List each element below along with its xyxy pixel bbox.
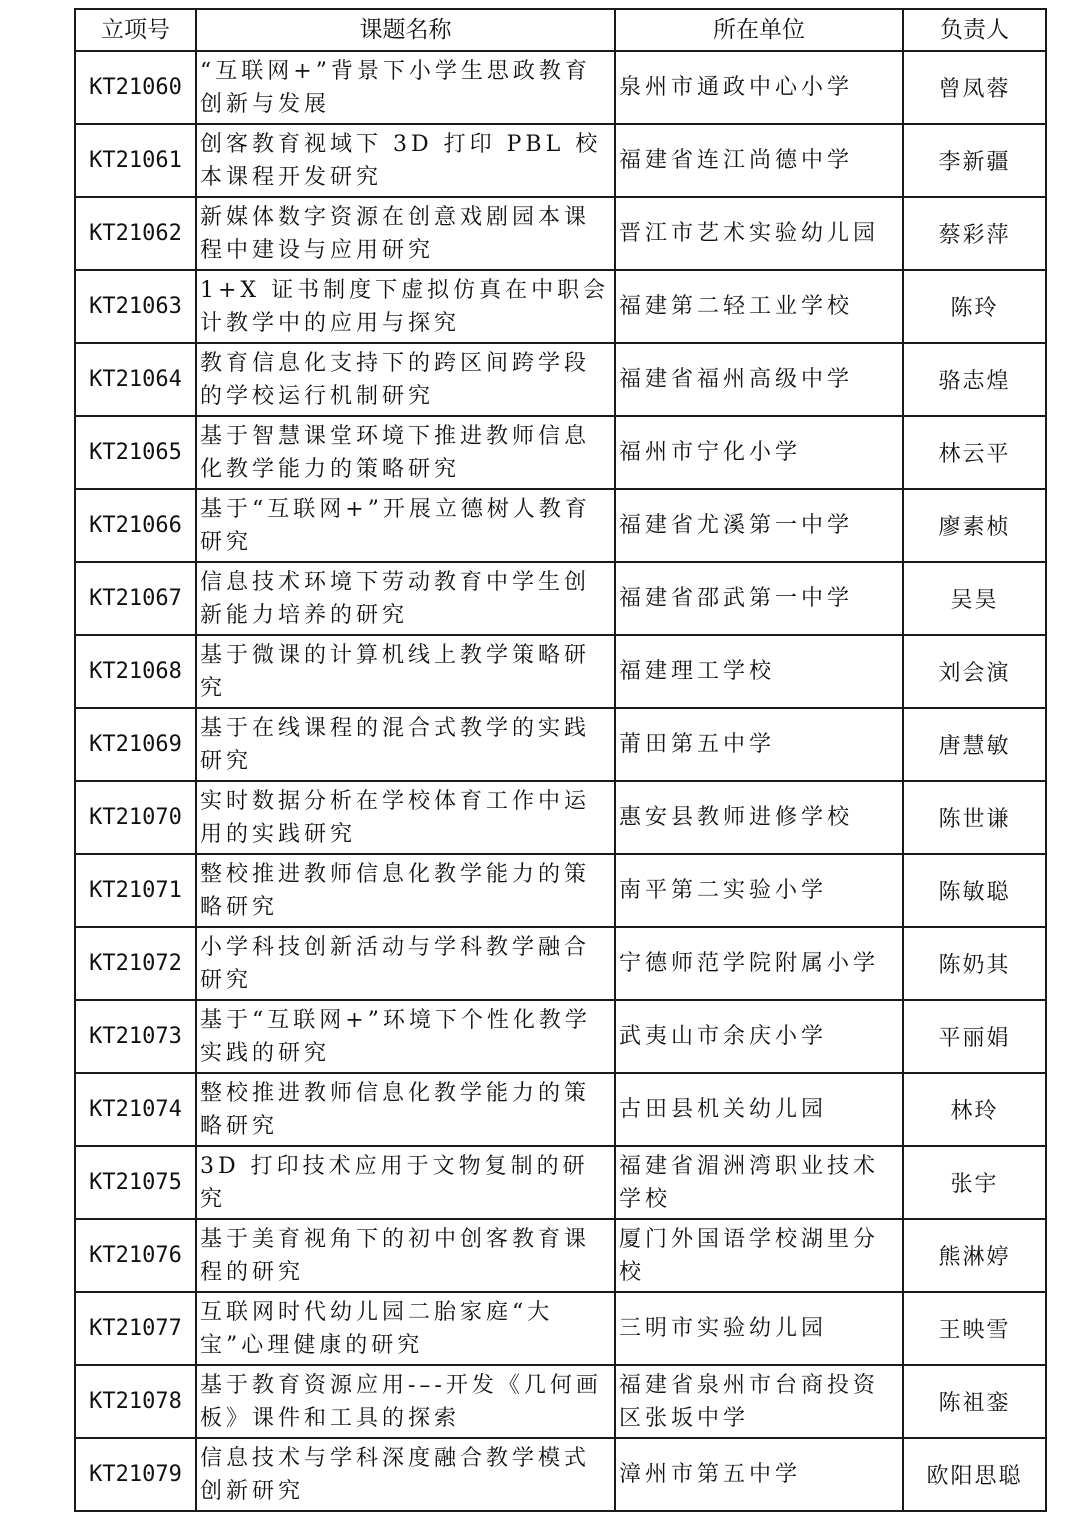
project-title-cell: 基于在线课程的混合式教学的实践研究	[196, 708, 615, 781]
project-id-cell: KT21063	[75, 270, 196, 343]
table-row	[75, 1146, 1046, 1219]
lead-cell: 唐慧敏	[903, 708, 1046, 781]
unit-cell: 福建省连江尚德中学	[615, 124, 903, 197]
lead-cell: 陈世谦	[903, 781, 1046, 854]
table-row	[75, 635, 1046, 708]
unit-cell: 福建理工学校	[615, 635, 903, 708]
project-title-cell: 1+X 证书制度下虚拟仿真在中职会计教学中的应用与探究	[196, 270, 615, 343]
header-project-id: 立项号	[75, 9, 196, 51]
unit-cell: 漳州市第五中学	[615, 1438, 903, 1511]
unit-cell: 南平第二实验小学	[615, 854, 903, 927]
project-id-cell: KT21065	[75, 416, 196, 489]
unit-cell: 三明市实验幼儿园	[615, 1292, 903, 1365]
project-id-cell: KT21074	[75, 1073, 196, 1146]
lead-cell: 欧阳思聪	[903, 1438, 1046, 1511]
project-id-cell: KT21061	[75, 124, 196, 197]
table-row	[75, 124, 1046, 197]
project-id-cell: KT21060	[75, 51, 196, 124]
header-lead: 负责人	[903, 9, 1046, 51]
lead-cell: 李新疆	[903, 124, 1046, 197]
table-row	[75, 708, 1046, 781]
project-id-cell: KT21062	[75, 197, 196, 270]
unit-cell: 晋江市艺术实验幼儿园	[615, 197, 903, 270]
project-title-cell: 教育信息化支持下的跨区间跨学段的学校运行机制研究	[196, 343, 615, 416]
unit-cell: 古田县机关幼儿园	[615, 1073, 903, 1146]
unit-cell: 武夷山市余庆小学	[615, 1000, 903, 1073]
table-row	[75, 1000, 1046, 1073]
table-row	[75, 1365, 1046, 1438]
header-row	[75, 9, 1046, 51]
lead-cell: 廖素桢	[903, 489, 1046, 562]
lead-cell: 刘会演	[903, 635, 1046, 708]
table-body	[75, 51, 1046, 1511]
projects-table	[74, 8, 1047, 1512]
project-id-cell: KT21071	[75, 854, 196, 927]
project-id-cell: KT21067	[75, 562, 196, 635]
project-title-cell: 基于教育资源应用-–-开发《几何画板》课件和工具的探索	[196, 1365, 615, 1438]
table-row	[75, 51, 1046, 124]
project-title-cell: 基于“互联网+”环境下个性化教学实践的研究	[196, 1000, 615, 1073]
project-id-cell: KT21079	[75, 1438, 196, 1511]
lead-cell: 陈玲	[903, 270, 1046, 343]
project-title-cell: 创客教育视域下 3D 打印 PBL 校本课程开发研究	[196, 124, 615, 197]
lead-cell: 曾凤蓉	[903, 51, 1046, 124]
unit-cell: 福建省福州高级中学	[615, 343, 903, 416]
unit-cell: 福建省泉州市台商投资区张坂中学	[615, 1365, 903, 1438]
project-title-cell: 互联网时代幼儿园二胎家庭“大宝”心理健康的研究	[196, 1292, 615, 1365]
lead-cell: 林玲	[903, 1073, 1046, 1146]
project-title-cell: 信息技术与学科深度融合教学模式创新研究	[196, 1438, 615, 1511]
table-row	[75, 343, 1046, 416]
project-title-cell: 小学科技创新活动与学科教学融合研究	[196, 927, 615, 1000]
project-id-cell: KT21072	[75, 927, 196, 1000]
project-title-cell: “互联网+”背景下小学生思政教育创新与发展	[196, 51, 615, 124]
lead-cell: 陈敏聪	[903, 854, 1046, 927]
project-title-cell: 整校推进教师信息化教学能力的策略研究	[196, 854, 615, 927]
table-header	[75, 9, 1046, 51]
project-title-cell: 基于智慧课堂环境下推进教师信息化教学能力的策略研究	[196, 416, 615, 489]
unit-cell: 宁德师范学院附属小学	[615, 927, 903, 1000]
project-id-cell: KT21076	[75, 1219, 196, 1292]
lead-cell: 熊淋婷	[903, 1219, 1046, 1292]
table-row	[75, 1438, 1046, 1511]
unit-cell: 福建第二轻工业学校	[615, 270, 903, 343]
lead-cell: 陈祖銮	[903, 1365, 1046, 1438]
lead-cell: 林云平	[903, 416, 1046, 489]
table-row	[75, 562, 1046, 635]
project-id-cell: KT21066	[75, 489, 196, 562]
unit-cell: 莆田第五中学	[615, 708, 903, 781]
table-row	[75, 489, 1046, 562]
lead-cell: 王映雪	[903, 1292, 1046, 1365]
table-row	[75, 416, 1046, 489]
project-title-cell: 新媒体数字资源在创意戏剧园本课程中建设与应用研究	[196, 197, 615, 270]
project-id-cell: KT21073	[75, 1000, 196, 1073]
lead-cell: 骆志煌	[903, 343, 1046, 416]
project-id-cell: KT21069	[75, 708, 196, 781]
project-id-cell: KT21070	[75, 781, 196, 854]
unit-cell: 福州市宁化小学	[615, 416, 903, 489]
project-id-cell: KT21075	[75, 1146, 196, 1219]
unit-cell: 福建省邵武第一中学	[615, 562, 903, 635]
lead-cell: 吴昊	[903, 562, 1046, 635]
table-row	[75, 270, 1046, 343]
lead-cell: 张宇	[903, 1146, 1046, 1219]
header-project-title: 课题名称	[196, 9, 615, 51]
project-id-cell: KT21078	[75, 1365, 196, 1438]
project-id-cell: KT21068	[75, 635, 196, 708]
project-title-cell: 基于“互联网+”开展立德树人教育研究	[196, 489, 615, 562]
unit-cell: 福建省尤溪第一中学	[615, 489, 903, 562]
lead-cell: 蔡彩萍	[903, 197, 1046, 270]
project-title-cell: 实时数据分析在学校体育工作中运用的实践研究	[196, 781, 615, 854]
table-row	[75, 1073, 1046, 1146]
project-id-cell: KT21064	[75, 343, 196, 416]
table-row	[75, 781, 1046, 854]
lead-cell: 陈奶其	[903, 927, 1046, 1000]
table-row	[75, 1219, 1046, 1292]
project-title-cell: 3D 打印技术应用于文物复制的研究	[196, 1146, 615, 1219]
header-unit: 所在单位	[615, 9, 903, 51]
table-row	[75, 1292, 1046, 1365]
project-title-cell: 基于美育视角下的初中创客教育课程的研究	[196, 1219, 615, 1292]
project-title-cell: 信息技术环境下劳动教育中学生创新能力培养的研究	[196, 562, 615, 635]
project-title-cell: 基于微课的计算机线上教学策略研究	[196, 635, 615, 708]
table-row	[75, 927, 1046, 1000]
table-row	[75, 854, 1046, 927]
lead-cell: 平丽娟	[903, 1000, 1046, 1073]
unit-cell: 泉州市通政中心小学	[615, 51, 903, 124]
unit-cell: 厦门外国语学校湖里分校	[615, 1219, 903, 1292]
table-row	[75, 197, 1046, 270]
unit-cell: 福建省湄洲湾职业技术学校	[615, 1146, 903, 1219]
unit-cell: 惠安县教师进修学校	[615, 781, 903, 854]
project-title-cell: 整校推进教师信息化教学能力的策略研究	[196, 1073, 615, 1146]
project-id-cell: KT21077	[75, 1292, 196, 1365]
